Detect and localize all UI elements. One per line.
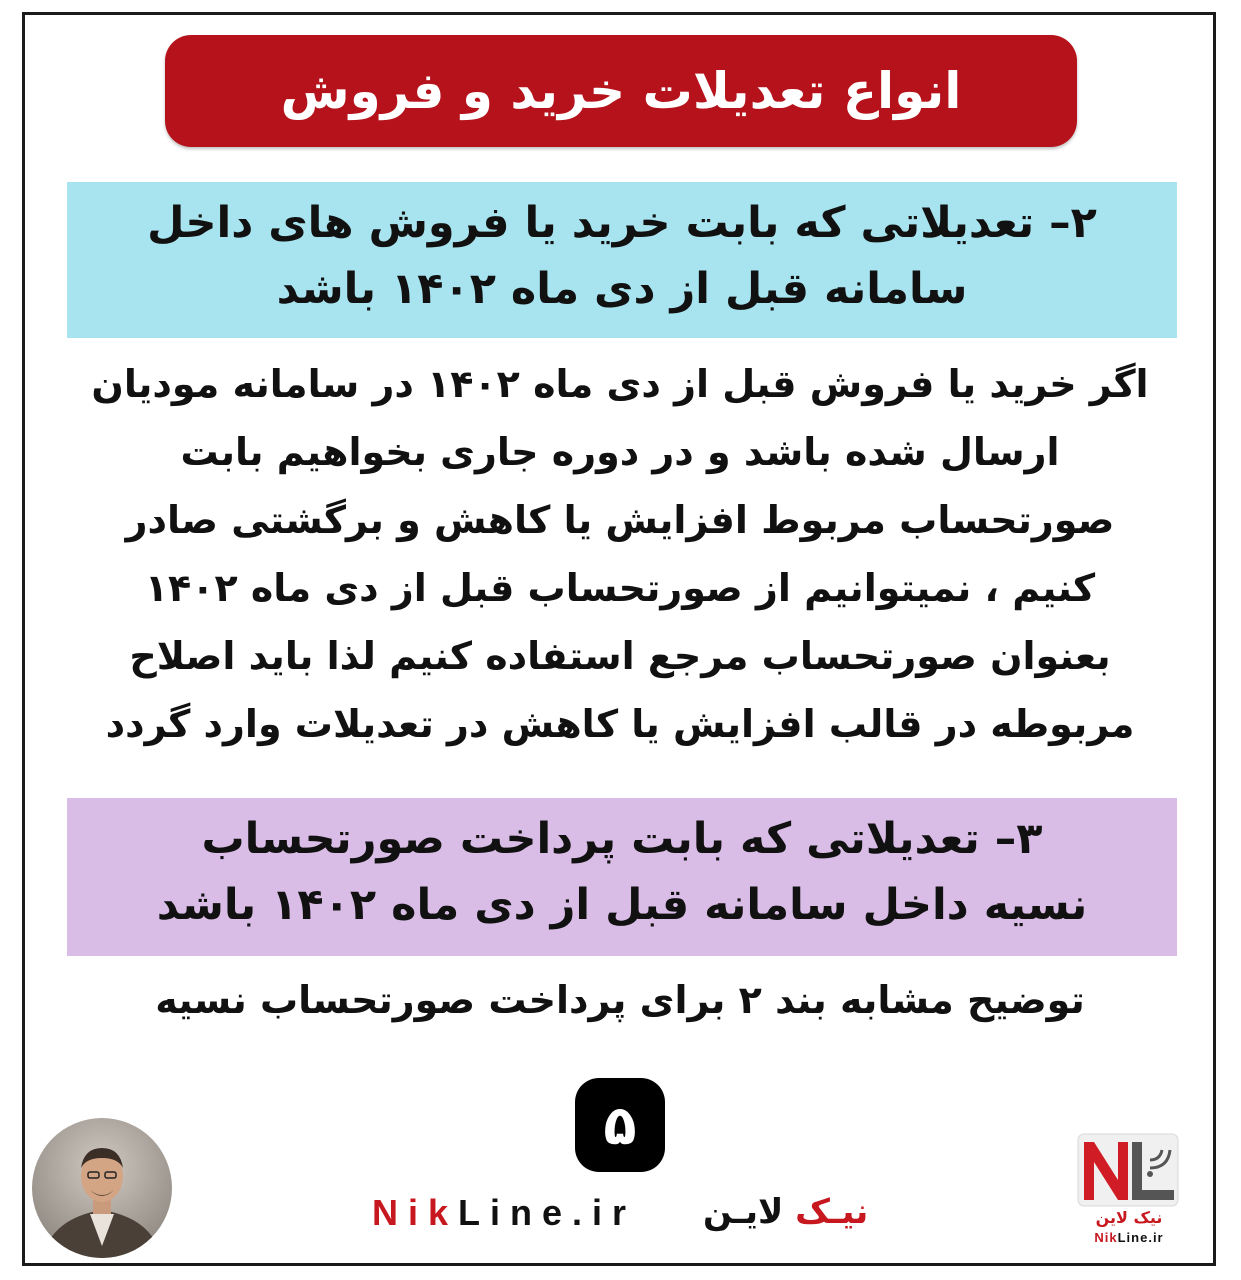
section-2-body-line: کنیم ، نمیتوانیم از صورتحساب قبل از دی ماه ۱۴۰۲: [144, 566, 1096, 610]
brand-name-dark: لایـن: [703, 1192, 784, 1232]
section-2-heading-line: سامانه قبل از دی ماه ۱۴۰۲ باشد: [276, 264, 968, 314]
site-url-rest: Line.ir: [458, 1192, 637, 1233]
section-3-heading-line: ۳– تعدیلاتی که بابت پرداخت صورتحساب: [201, 814, 1043, 864]
section-3-body: [40, 966, 1200, 1034]
section-2-body-line: صورتحساب مربوط افزایش یا کاهش و برگشتی صادر: [125, 498, 1115, 542]
avatar-portrait-icon: [32, 1118, 172, 1258]
site-url[interactable]: [372, 1192, 636, 1234]
brand-name: [703, 1192, 868, 1232]
section-2-body-line: مربوطه در قالب افزایش یا کاهش در تعدیلات وارد گردد: [105, 702, 1135, 746]
section-2-body-line: بعنوان صورتحساب مرجع استفاده کنیم لذا باید اصلاح: [129, 634, 1111, 678]
section-2-heading-line: ۲– تعدیلاتی که بابت خرید یا فروش های داخل: [147, 198, 1097, 248]
page-number-badge: ۵: [575, 1078, 665, 1172]
section-2-body-line: ارسال شده باشد و در دوره جاری بخواهیم بابت: [180, 430, 1060, 474]
site-url-accent: Nik: [372, 1192, 459, 1233]
brand-name-red: نیـک: [795, 1192, 869, 1232]
logo-caption-url: [1070, 1230, 1188, 1245]
page-title: انواع تعدیلات خرید و فروش: [165, 35, 1077, 147]
section-2-body-line: اگر خرید یا فروش قبل از دی ماه ۱۴۰۲ در سامانه مودیان: [91, 362, 1149, 406]
logo-url-rest: Line.ir: [1117, 1230, 1164, 1245]
section-2-heading: [67, 182, 1177, 338]
logo-url-accent: Nik: [1094, 1230, 1118, 1245]
section-3-heading: [67, 798, 1177, 956]
logo-caption-fa: نیک لاین: [1095, 1208, 1163, 1227]
section-3-body-line: توضیح مشابه بند ۲ برای پرداخت صورتحساب نسیه: [155, 978, 1085, 1022]
section-2-body: [40, 350, 1200, 758]
section-3-heading-line: نسیه داخل سامانه قبل از دی ماه ۱۴۰۲ باشد: [156, 880, 1088, 930]
nl-logo-icon: [1070, 1130, 1188, 1210]
author-avatar: [32, 1118, 172, 1258]
